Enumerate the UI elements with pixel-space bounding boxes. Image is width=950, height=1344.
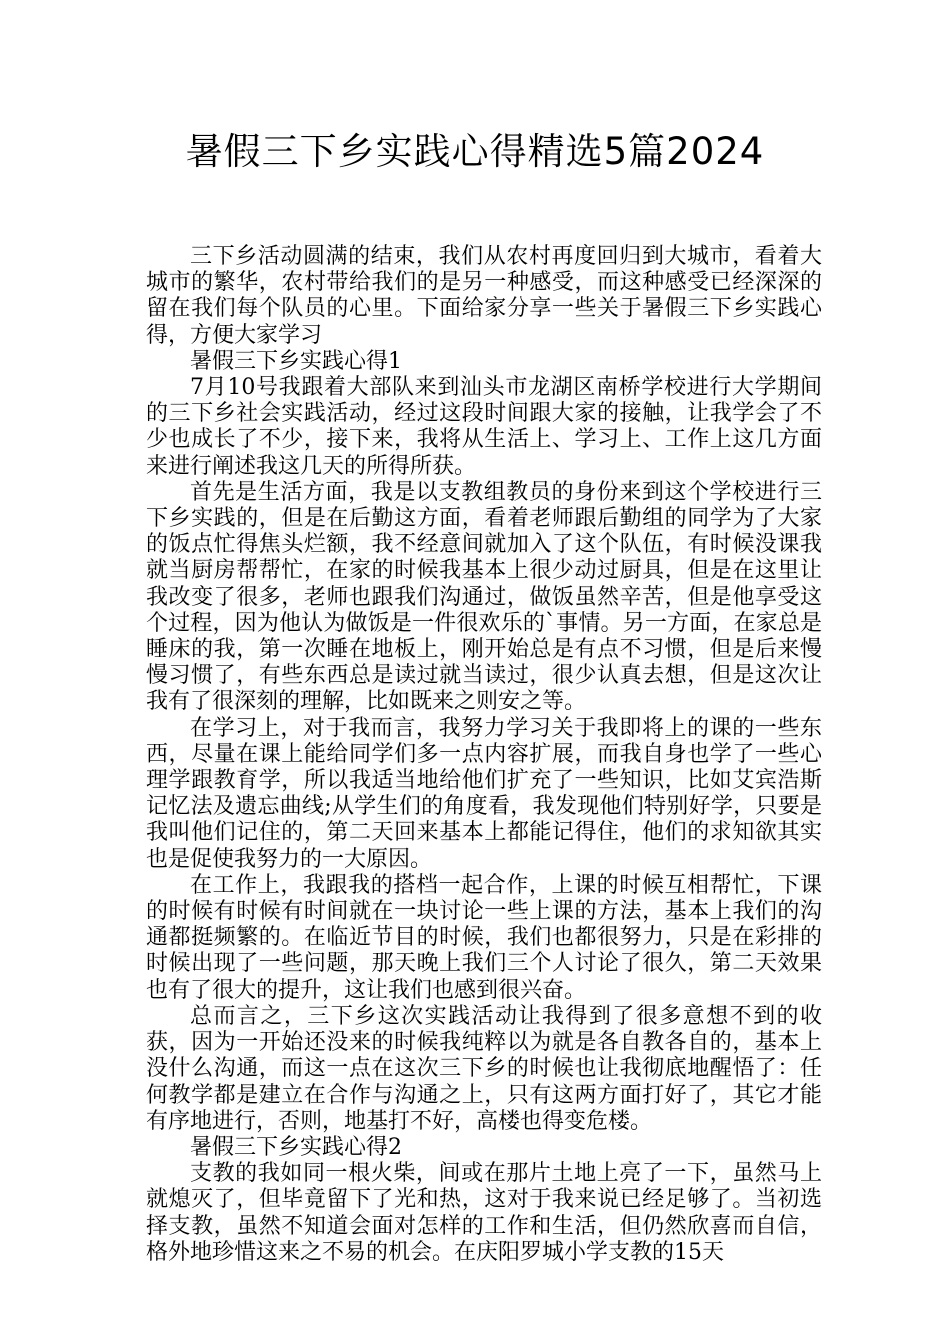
paragraph: 在学习上，对于我而言，我努力学习关于我即将上的课的一些东西，尽量在课上能给同学们多一点内容扩展，而我自身也学了一些心理学跟教育学，所以我适当地给他们扩充了一些知识，比如艾宾浩斯记忆法及遗忘曲线;从学生们的角度看，我发现他们特别好学，只要是我叫他们记住的，第二天回来基本上都能记得住，他们的求知欲其实也是促使我努力的一大原因。: [146, 715, 822, 872]
paragraph: 首先是生活方面，我是以支教组教员的身份来到这个学校进行三下乡实践的，但是在后勤这方面，看着老师跟后勤组的同学为了大家的饭点忙得焦头烂额，我不经意间就加入了这个队伍，有时候没课我就当厨房帮帮忙，在家的时候我基本上很少动过厨具，但是在这里让我改变了很多，老师也跟我们沟通过，做饭虽然辛苦，但是他享受这个过程，因为他认为做饭是一件很欢乐的`事情。另一方面，在家总是睡床的我，第一次睡在地板上，刚开始总是有点不习惯，但是后来慢慢习惯了，有些东西总是读过就当读过，很少认真去想，但是这次让我有了很深刻的理解，比如既来之则安之等。: [146, 479, 822, 715]
paragraph: 总而言之，三下乡这次实践活动让我得到了很多意想不到的收获，因为一开始还没来的时候我纯粹以为就是各自教各自的，基本上没什么沟通，而这一点在这次三下乡的时候也让我彻底地醒悟了：任何教学都是建立在合作与沟通之上，只有这两方面打好了，其它才能有序地进行，否则，地基打不好，高楼也得变危楼。: [146, 1003, 822, 1134]
document-body: [146, 244, 822, 1266]
section-heading-1: 暑假三下乡实践心得1: [190, 348, 402, 374]
document-title: 暑假三下乡实践心得精选5篇2024: [185, 130, 765, 173]
paragraph-intro: 三下乡活动圆满的结束，我们从农村再度回归到大城市，看着大城市的繁华，农村带给我们的是另一种感受，而这种感受已经深深的留在我们每个队员的心里。下面给家分享一些关于暑假三下乡实践心得，方便大家学习: [146, 244, 822, 348]
paragraph: 在工作上，我跟我的搭档一起合作，上课的时候互相帮忙，下课的时候有时候有时间就在一块讨论一些上课的方法，基本上我们的沟通都挺频繁的。在临近节目的时候，我们也都很努力，只是在彩排的时候出现了一些问题，那天晚上我们三个人讨论了很久，第二天效果也有了很大的提升，这让我们也感到很兴奋。: [146, 872, 822, 1003]
paragraph: 7月10号我跟着大部队来到汕头市龙湖区南桥学校进行大学期间的三下乡社会实践活动，经过这段时间跟大家的接触，让我学会了不少也成长了不少，接下来，我将从生活上、学习上、工作上这几方面来进行阐述我这几天的所得所获。: [146, 375, 822, 479]
paragraph: 支教的我如同一根火柴，间或在那片土地上亮了一下，虽然马上就熄灭了，但毕竟留下了光和热，这对于我来说已经足够了。当初选择支教，虽然不知道会面对怎样的工作和生活，但仍然欣喜而自信，格外地珍惜这来之不易的机会。在庆阳罗城小学支教的15天: [146, 1161, 822, 1265]
section-heading-2: 暑假三下乡实践心得2: [190, 1134, 402, 1160]
